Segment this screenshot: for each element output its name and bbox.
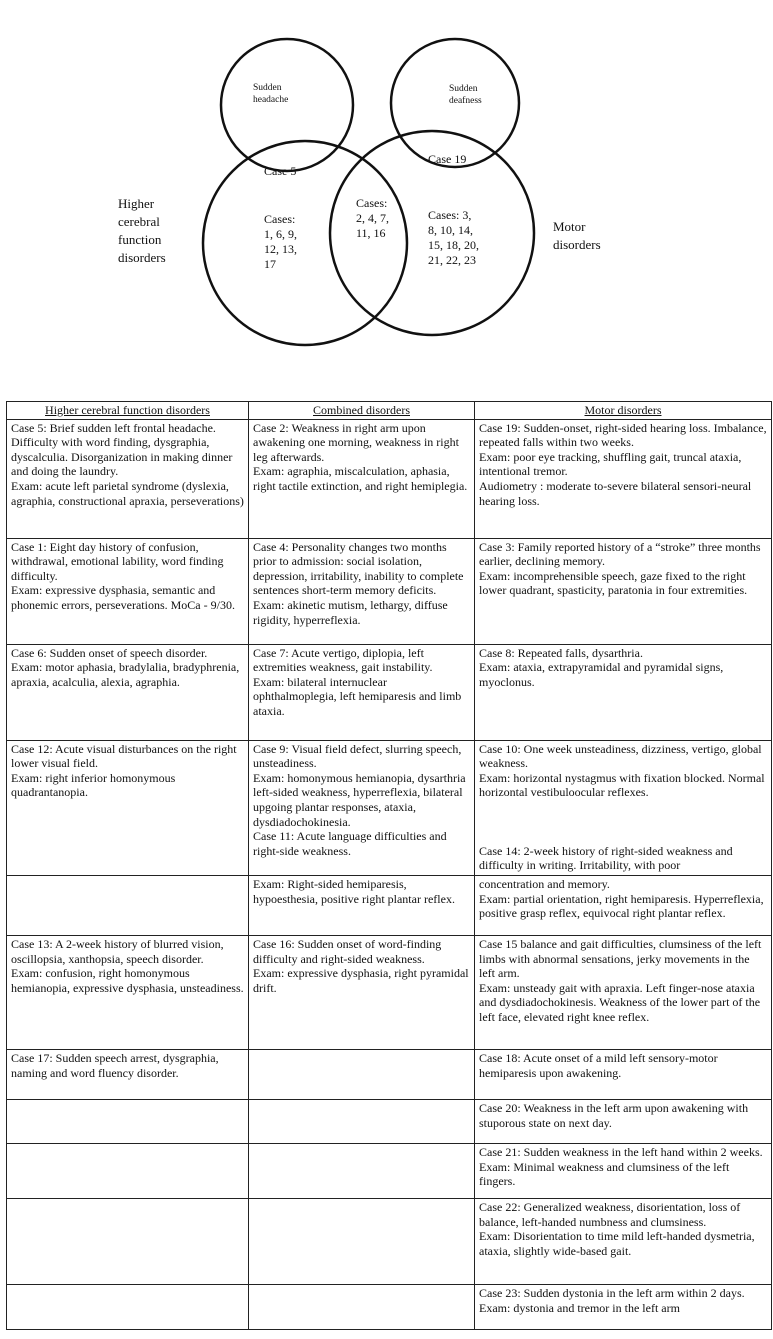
table-cell: Case 10: One week unsteadiness, dizziness, vertigo, global weakness. Exam: horizontal nystagmus with fixation blocked. Normal horizontal vestibuloocular reflexes. Case 14: 2-week history of right-sided weakness and difficulty in writing. Irritability, with poor	[475, 740, 772, 875]
table-row	[7, 419, 772, 538]
table-cell: Case 9: Visual field defect, slurring speech, unsteadiness. Exam: homonymous hemianopia, dysarthria left-sided weakness, hyperreflexia, bilateral upgoing plantar responses, ataxia, dysdiadochokinesia. Case 11: Acute language difficulties and right-side weakness.	[249, 740, 475, 875]
table-cell: Case 2: Weakness in right arm upon awakening one morning, weakness in right leg afterwards. Exam: agraphia, miscalculation, aphasia, right tactile extinction, and right hemiplegia.	[249, 419, 475, 538]
case5-label: Case 5	[264, 164, 297, 178]
table-row	[7, 1198, 772, 1284]
table-header-row	[7, 402, 772, 420]
table-cell	[249, 1284, 475, 1329]
table-cell: Case 8: Repeated falls, dysarthria. Exam: ataxia, extrapyramidal and pyramidal signs, myoclonus.	[475, 644, 772, 740]
table-cell: Case 12: Acute visual disturbances on the right lower visual field. Exam: right inferior homonymous quadrantanopia.	[7, 740, 249, 875]
table-cell: Case 20: Weakness in the left arm upon awakening with stuporous state on next day.	[475, 1099, 772, 1143]
table-cell: Case 18: Acute onset of a mild left sensory-motor hemiparesis upon awakening.	[475, 1049, 772, 1099]
header-motor: Motor disorders	[475, 402, 772, 420]
table-cell: Case 4: Personality changes two months prior to admission: social isolation, depression, irritability, inability to complete sentences short-term memory deficits. Exam: akinetic mutism, lethargy, diffuse rigidity, hyperreflexia.	[249, 538, 475, 644]
table-cell: Case 19: Sudden-onset, right-sided hearing loss. Imbalance, repeated falls within two weeks. Exam: poor eye tracking, shuffling gait, truncal ataxia, intentional tremor. Audiometry : moderate to-severe bilateral sensori-neural hearing loss.	[475, 419, 772, 538]
cases-higher-only: Cases: 1, 6, 9, 12, 13, 17	[264, 212, 297, 271]
table-cell	[249, 1143, 475, 1198]
table-row	[7, 1284, 772, 1329]
table-cell: Case 5: Brief sudden left frontal headache. Difficulty with word finding, dysgraphia, dyscalculia. Disorganization in making dinner and doing the laundry. Exam: acute left parietal syndrome (dyslexia, agraphia, constructional apraxia, perseverations)	[7, 419, 249, 538]
higher-cerebral-label: Higher cerebral function disorders	[118, 196, 166, 265]
table-row	[7, 538, 772, 644]
disorders-table	[6, 401, 772, 1330]
venn-diagram	[0, 0, 773, 390]
table-cell	[7, 1143, 249, 1198]
table-cell: Case 21: Sudden weakness in the left hand within 2 weeks. Exam: Minimal weakness and clumsiness of the left fingers.	[475, 1143, 772, 1198]
table-row	[7, 935, 772, 1049]
case19-label: Case 19	[428, 152, 467, 166]
table-cell	[249, 1198, 475, 1284]
table-cell: Case 7: Acute vertigo, diplopia, left extremities weakness, gait instability. Exam: bilateral internuclear ophthalmoplegia, left hemiparesis and limb ataxia.	[249, 644, 475, 740]
header-combined: Combined disorders	[249, 402, 475, 420]
table-row	[7, 1143, 772, 1198]
venn-circles	[0, 0, 773, 390]
table-cell: Case 1: Eight day history of confusion, withdrawal, emotional lability, word finding difficulty. Exam: expressive dysphasia, semantic and phonemic errors, perseverations. MoCa - 9/30.	[7, 538, 249, 644]
table-cell: concentration and memory. Exam: partial orientation, right hemiparesis. Hyperreflexia, positive grasp reflex, equivocal right plantar reflex.	[475, 875, 772, 935]
cases-motor-only: Cases: 3, 8, 10, 14, 15, 18, 20, 21, 22, 23	[428, 208, 479, 267]
table-cell: Case 3: Family reported history of a “stroke” three months earlier, declining memory. Exam: incomprehensible speech, gaze fixed to the right lower quadrant, spasticity, paratonia in four extremities.	[475, 538, 772, 644]
table-cell	[7, 875, 249, 935]
case-table	[6, 401, 771, 1330]
table-cell: Exam: Right-sided hemiparesis, hypoesthesia, positive right plantar reflex.	[249, 875, 475, 935]
table-cell: Case 15 balance and gait difficulties, clumsiness of the left limbs with abnormal sensations, jerky movements in the left arm. Exam: unsteady gait with apraxia. Left finger-nose ataxia and dysdiadochokinesis. Weakness of the lower part of the left face, elevated right knee reflex.	[475, 935, 772, 1049]
cases-combined: Cases: 2, 4, 7, 11, 16	[356, 196, 389, 240]
table-row	[7, 875, 772, 935]
motor-disorders-label: Motor disorders	[553, 219, 601, 252]
table-body	[7, 419, 772, 1329]
table-cell: Case 23: Sudden dystonia in the left arm within 2 days. Exam: dystonia and tremor in the left arm	[475, 1284, 772, 1329]
sudden-deafness-label: Sudden deafness	[449, 84, 482, 106]
table-cell: Case 6: Sudden onset of speech disorder. Exam: motor aphasia, bradylalia, bradyphrenia, apraxia, acalculia, alexia, agraphia.	[7, 644, 249, 740]
table-cell	[7, 1099, 249, 1143]
table-cell	[249, 1049, 475, 1099]
header-higher-cerebral: Higher cerebral function disorders	[7, 402, 249, 420]
higher-cerebral-circle	[203, 141, 407, 345]
table-row	[7, 1099, 772, 1143]
table-cell: Case 17: Sudden speech arrest, dysgraphia, naming and word fluency disorder.	[7, 1049, 249, 1099]
table-row	[7, 1049, 772, 1099]
table-cell	[249, 1099, 475, 1143]
table-cell: Case 16: Sudden onset of word-finding difficulty and right-sided weakness. Exam: expressive dysphasia, right pyramidal drift.	[249, 935, 475, 1049]
table-cell	[7, 1198, 249, 1284]
table-row	[7, 644, 772, 740]
table-cell	[7, 1284, 249, 1329]
table-cell: Case 13: A 2-week history of blurred vision, oscillopsia, xanthopsia, speech disorder. Exam: confusion, right homonymous hemianopia, expressive dysphasia, unsteadiness.	[7, 935, 249, 1049]
sudden-headache-label: Sudden headache	[253, 83, 289, 105]
table-cell: Case 22: Generalized weakness, disorientation, loss of balance, left-handed numbness and clumsiness. Exam: Disorientation to time mild left-handed dysmetria, ataxia, slightly wide-based gait.	[475, 1198, 772, 1284]
table-row	[7, 740, 772, 875]
